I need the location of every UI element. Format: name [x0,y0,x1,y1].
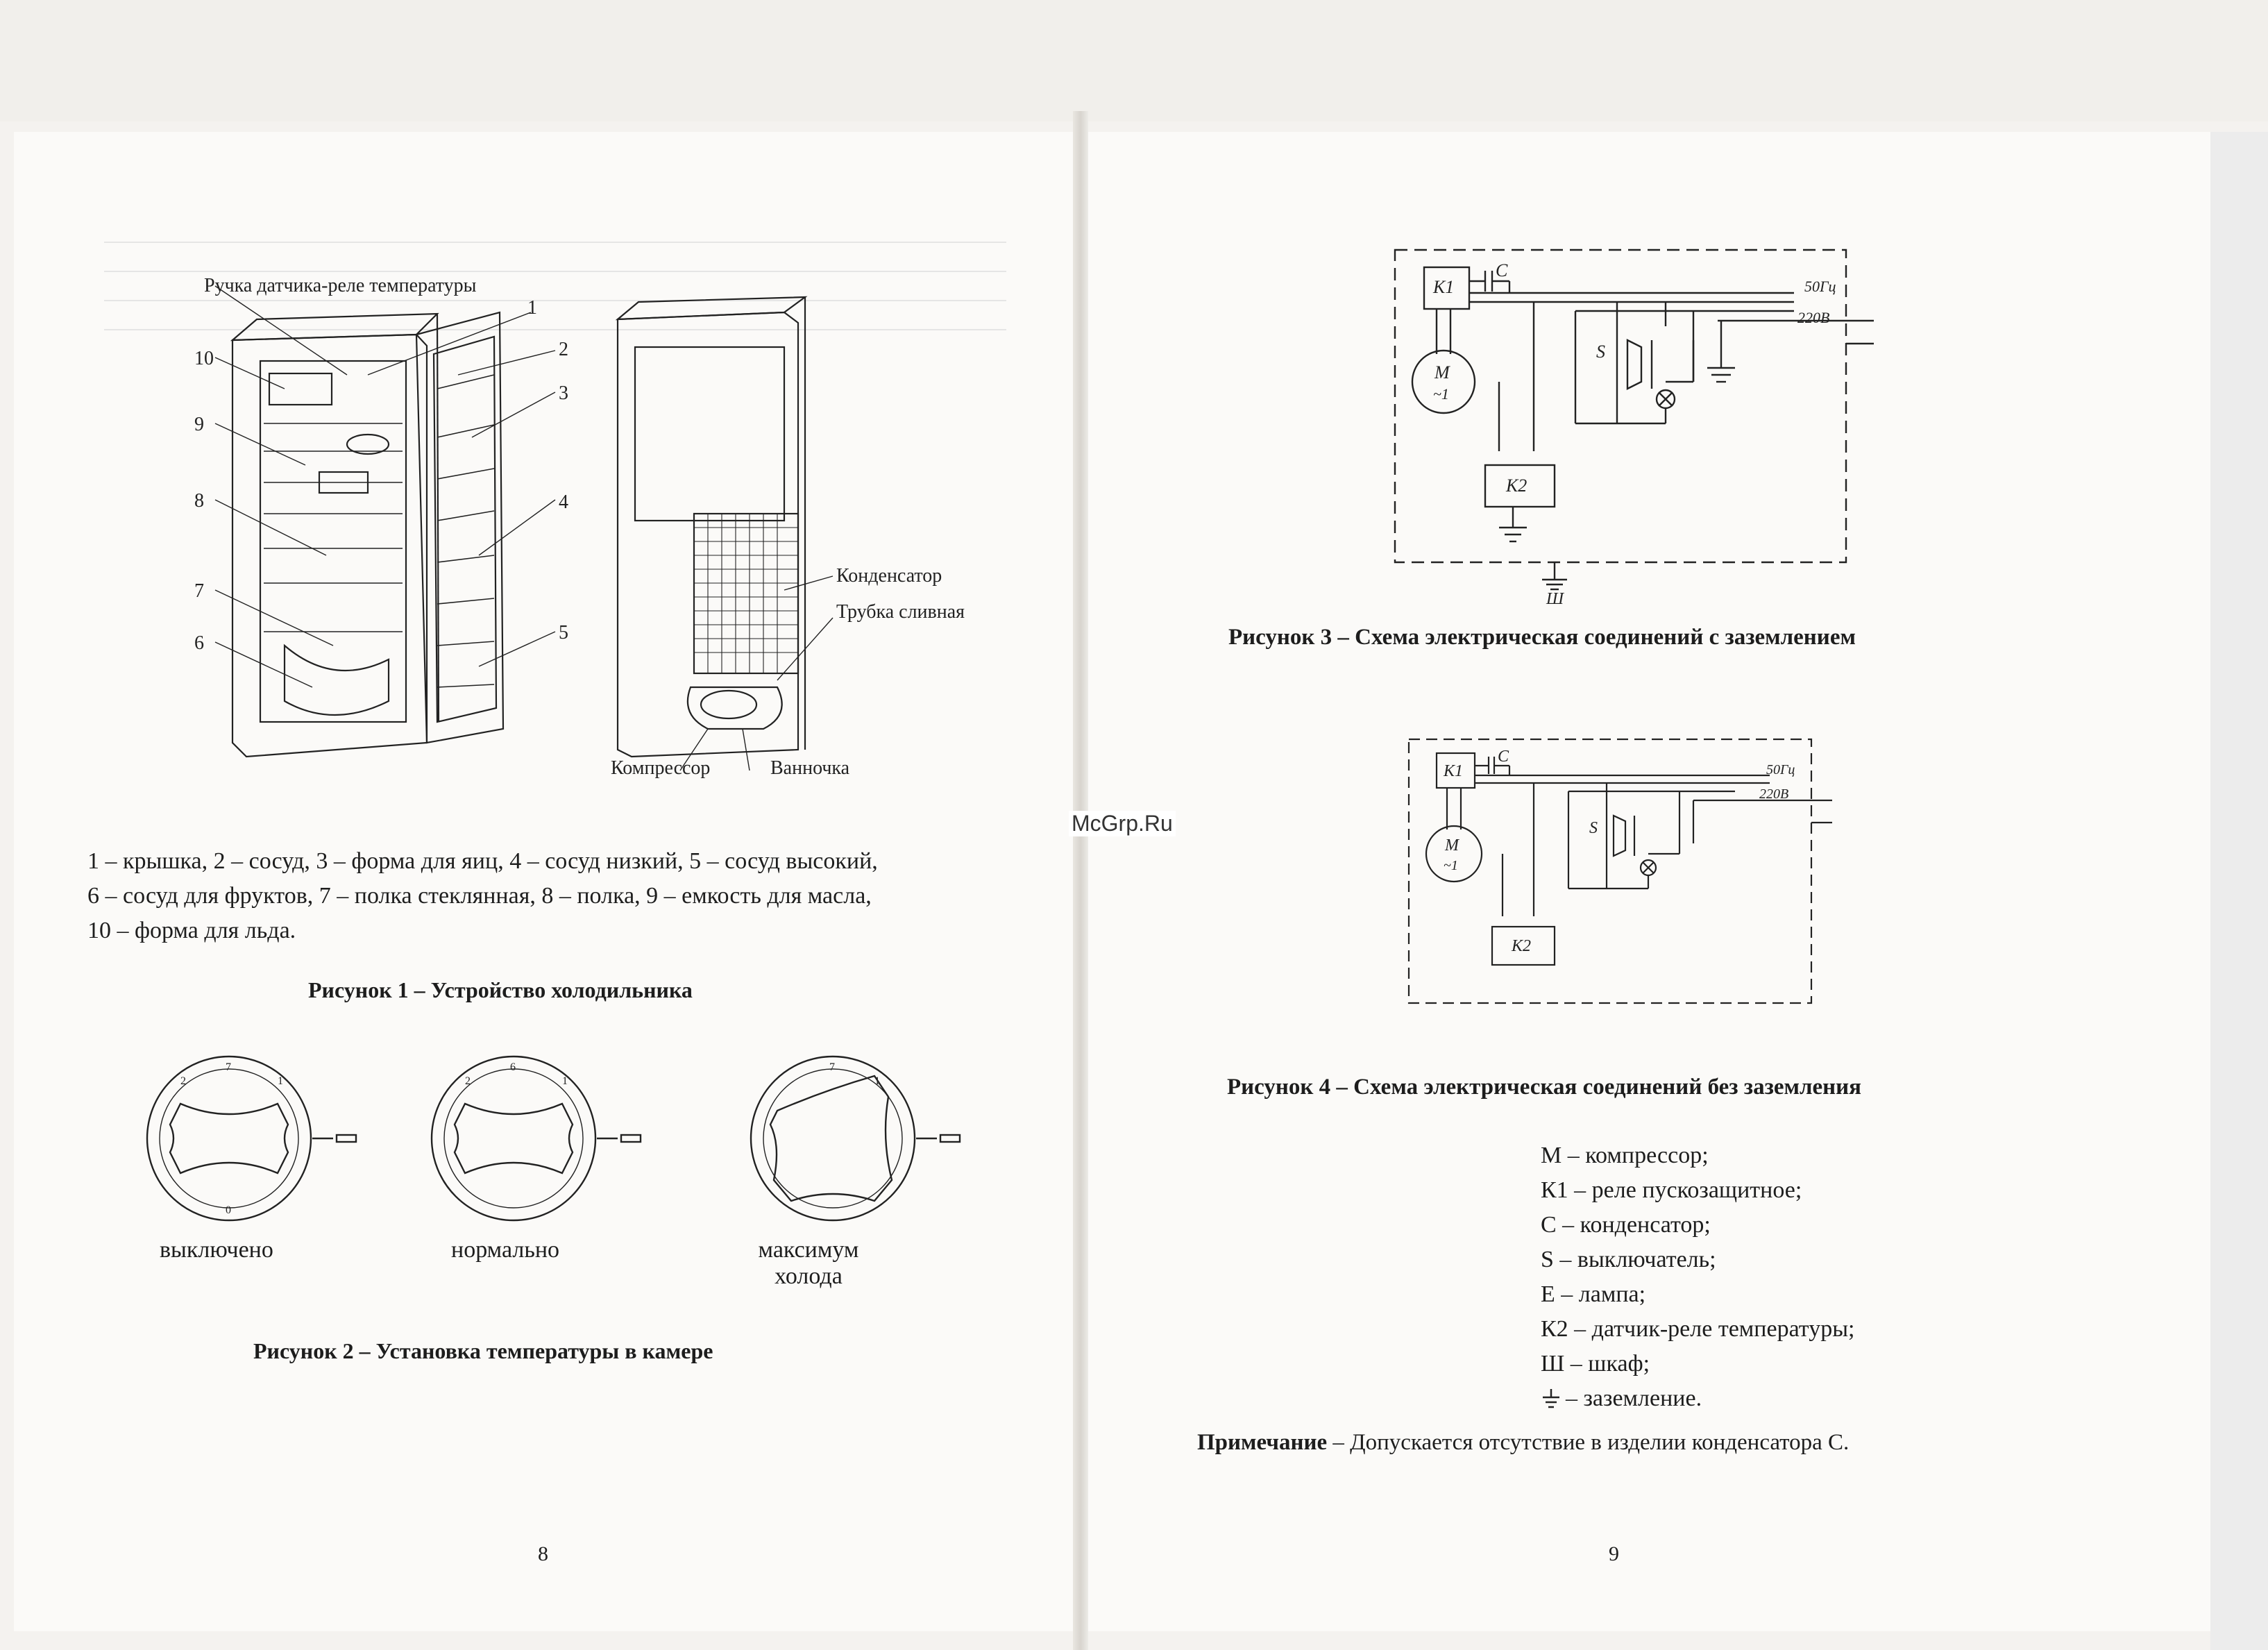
page-number-left: 8 [538,1542,548,1565]
label-5: 5 [559,622,568,643]
dial-normal [432,1056,641,1220]
label-c: С [1496,260,1508,280]
legend-line: 10 – форма для льда. [87,918,296,943]
label-compressor: Компрессор [611,757,711,779]
svg-text:1: 1 [278,1075,283,1087]
label-k1: К1 [1444,762,1463,780]
label-s: S [1596,342,1605,362]
temperature-dials [139,1048,985,1229]
label-4: 4 [559,491,568,513]
condenser-grid [694,514,798,673]
legend-line: 1 – крышка, 2 – сосуд, 3 – форма для яиц, 4 – сосуд низкий, 5 – сосуд высокий, [87,848,878,874]
label-k1: К1 [1433,277,1455,297]
element-list-item: К2 – датчик-реле температуры; [1541,1316,1855,1342]
label-drain-tube: Трубка сливная [836,601,965,623]
fridge-body [232,335,427,757]
svg-text:1: 1 [562,1075,568,1087]
element-list-item: Ш – шкаф; [1541,1351,1650,1377]
dial-max-label-line1: максимум [758,1237,859,1263]
circuit-diagram-ungrounded [1402,732,1832,1010]
scan-top-band [0,0,2268,121]
element-list-item: К1 – реле пускозащитное; [1541,1177,1802,1203]
figure2-caption: Рисунок 2 – Установка температуры в камере [253,1338,713,1363]
note [1197,1430,1849,1456]
dial-max [751,1056,960,1220]
svg-text:2: 2 [180,1075,186,1087]
label-9: 9 [194,414,204,435]
figure3-caption: Рисунок 3 – Схема электрическая соединений с заземлением [1228,625,1856,650]
scan-right-edge [2210,132,2268,1650]
label-volt: 220В [1759,786,1789,802]
label-volt: 220В [1797,309,1830,326]
dial-off-label: выключено [160,1237,273,1263]
element-list-item: М – компрессор; [1541,1143,1709,1168]
svg-text:2: 2 [465,1075,471,1087]
circuit-diagram-grounded [1388,243,1874,608]
label-c: С [1498,748,1509,766]
label-s: S [1589,819,1598,837]
label-tray: Ванночка [770,757,850,779]
label-6: 6 [194,632,204,654]
label-k2: К2 [1512,937,1531,955]
label-1: 1 [527,297,537,319]
label-10: 10 [194,348,214,369]
svg-text:7: 7 [829,1061,835,1073]
figure1-caption: Рисунок 1 – Устройство холодильника [308,977,693,1002]
element-list-item-ground [1541,1381,1855,1416]
label-m: М [1435,362,1450,382]
dial-off [147,1056,356,1220]
note-label: Примечание [1197,1430,1328,1455]
label-freq: 50Гц [1804,278,1836,295]
label-sensor-handle: Ручка датчика-реле температуры [204,275,477,296]
fridge-door [416,312,503,743]
dial-max-label [750,1237,868,1290]
label-3: 3 [559,382,568,404]
ground-label: – заземление. [1566,1386,1702,1411]
element-list [1541,1138,1855,1416]
dial-normal-label: нормально [451,1237,560,1263]
book-spine [1073,111,1088,1650]
watermark: McGrp.Ru [1069,811,1176,836]
label-freq: 50Гц [1766,762,1795,777]
label-8: 8 [194,490,204,512]
element-list-item: Е – лампа; [1541,1281,1646,1307]
element-list-item: С – конденсатор; [1541,1212,1711,1238]
label-m: М [1445,836,1459,855]
label-condenser: Конденсатор [836,565,942,587]
cabinet-outline [1409,739,1811,1003]
note-text: – Допускается отсутствие в изделии конденсатора С. [1327,1430,1850,1455]
svg-text:0: 0 [226,1204,231,1216]
figure4-caption: Рисунок 4 – Схема электрическая соединений без заземления [1227,1075,1861,1100]
dial-max-label-line2: холода [775,1263,843,1289]
svg-text:7: 7 [226,1061,231,1073]
svg-text:6: 6 [510,1061,516,1073]
label-k2: К2 [1506,475,1527,496]
label-2: 2 [559,339,568,360]
figure1-legend [87,844,878,948]
svg-text:1: 1 [874,1075,880,1087]
ground-icon [1541,1388,1562,1410]
element-list-item: S – выключатель; [1541,1247,1716,1272]
legend-line: 6 – сосуд для фруктов, 7 – полка стеклянная, 8 – полка, 9 – емкость для масла, [87,883,872,909]
refrigerator-diagram [194,271,965,779]
fridge-top [232,314,437,340]
label-m-sub: ~1 [1444,858,1458,873]
label-sh: Ш [1546,590,1564,608]
page-number-right: 9 [1609,1542,1619,1565]
label-m-sub: ~1 [1433,385,1449,403]
label-7: 7 [194,580,204,602]
